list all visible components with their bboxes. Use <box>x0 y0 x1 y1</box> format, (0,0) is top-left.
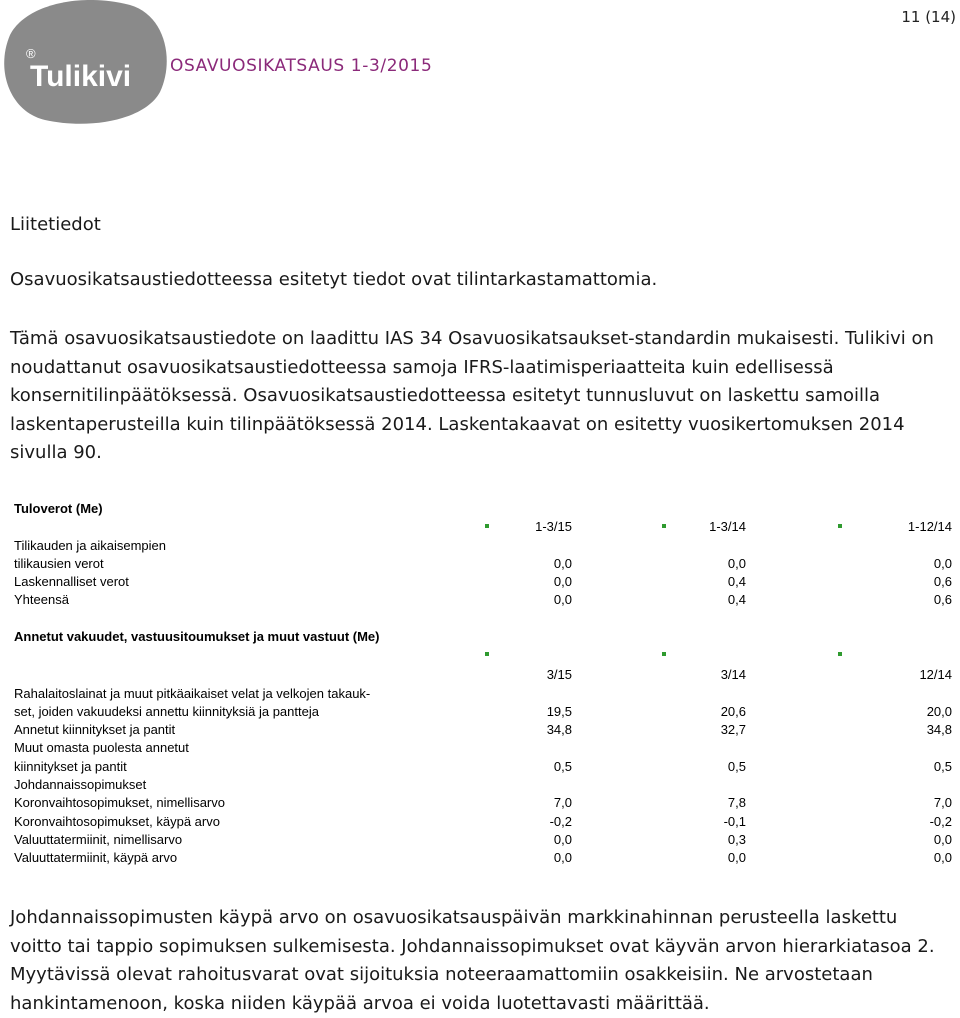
cell-value: 19,5 <box>546 703 572 719</box>
cell-value: 7,8 <box>727 795 746 811</box>
table-row <box>14 721 954 739</box>
row-label: Tilikauden ja aikaisempien <box>14 537 166 553</box>
cell-value: 0,4 <box>727 592 746 608</box>
report-title: OSAVUOSIKATSAUS 1-3/2015 <box>170 56 433 76</box>
table-row <box>14 739 954 757</box>
tulikivi-logo <box>0 0 170 126</box>
cell-value: 0,0 <box>553 592 572 608</box>
cell-value: 0,6 <box>933 592 952 608</box>
column-header: 3/14 <box>720 667 746 683</box>
row-label: set, joiden vakuudeksi annettu kiinnityksiä ja pantteja <box>14 703 319 719</box>
cell-value: 20,6 <box>720 703 746 719</box>
table-row <box>14 537 954 555</box>
paragraph-ias34: Tämä osavuosikatsaustiedote on laadittu IAS 34 Osavuosikatsaukset-standardin mukaisesti. Tulikivi on noudattanut osavuosikatsaustiedotteessa samoja IFRS-laatimisperiaatteita kuin edellisessä konsernitilinpäätöksessä. Osavuosikatsaustiedotteessa esitetyt tunnusluvut on laskettu samoilla laskentaperusteilla kuin tilinpäätöksessä 2014. Laskentakaavat on esitetty vuosikertomuksen 2014 sivulla 90. <box>10 328 934 464</box>
page-number: 11 (14) <box>901 8 956 26</box>
cell-value: 0,4 <box>727 574 746 590</box>
guarantees-table-title-row <box>14 628 954 646</box>
row-label: Rahalaitoslainat ja muut pitkäaikaiset velat ja velkojen takauk- <box>14 685 371 701</box>
cell-value: 0,0 <box>553 574 572 590</box>
table-row <box>14 555 954 573</box>
row-label: Yhteensä <box>14 592 69 608</box>
table-row <box>14 591 954 609</box>
paragraph-derivatives: Johdannaissopimusten käypä arvo on osavuosikatsauspäivän markkinahinnan perusteella laskettu voitto tai tappio sopimuksen sulkemisesta. Johdannaissopimukset ovat käyvän arvon hierarkiatasoa 2. Myytävissä olevat rahoitusvarat ovat sijoituksia noteeraamattomiin osakkeisiin. Ne arvostetaan hankintamenoon, koska niiden käypää arvoa ei voida luotettavasti määrittää. <box>10 907 935 1014</box>
cell-value: 32,7 <box>720 722 746 738</box>
row-label: Koronvaihtosopimukset, käypä arvo <box>14 813 220 829</box>
logo-wordmark: Tulikivi <box>30 60 132 93</box>
cell-value: -0,2 <box>549 813 572 829</box>
column-marker-icon <box>485 652 489 656</box>
table-row <box>14 849 954 867</box>
column-header: 1-3/14 <box>709 519 746 535</box>
cell-value: 0,0 <box>933 850 952 866</box>
table-row <box>14 794 954 812</box>
column-marker-icon <box>838 652 842 656</box>
table-row <box>14 758 954 776</box>
cell-value: 0,0 <box>553 831 572 847</box>
tax-table-title: Tuloverot (Me) <box>14 501 103 516</box>
cell-value: 0,6 <box>933 574 952 590</box>
cell-value: 7,0 <box>553 795 572 811</box>
cell-value: 0,0 <box>553 850 572 866</box>
tax-table <box>14 500 954 610</box>
cell-value: 0,0 <box>727 850 746 866</box>
row-label: Valuuttatermiinit, käypä arvo <box>14 850 178 866</box>
row-label: Koronvaihtosopimukset, nimellisarvo <box>14 795 225 811</box>
cell-value: 0,0 <box>727 555 746 571</box>
cell-value: -0,2 <box>929 813 952 829</box>
paragraph-unaudited: Osavuosikatsaustiedotteessa esitetyt tiedot ovat tilintarkastamattomia. <box>10 269 658 290</box>
guarantees-table-header-row <box>14 666 954 684</box>
table-row <box>14 776 954 794</box>
guarantees-table-title: Annetut vakuudet, vastuusitoumukset ja muut vastuut (Me) <box>14 629 380 644</box>
logo-registered-mark: ® <box>26 46 36 61</box>
cell-value: 0,5 <box>727 758 746 774</box>
cell-value: 20,0 <box>926 703 952 719</box>
row-label: Valuuttatermiinit, nimellisarvo <box>14 831 183 847</box>
row-label: kiinnitykset ja pantit <box>14 758 127 774</box>
guarantees-table-header-row <box>14 646 954 666</box>
cell-value: 0,0 <box>933 831 952 847</box>
cell-value: 34,8 <box>546 722 572 738</box>
column-marker-icon <box>485 524 489 528</box>
column-marker-icon <box>662 652 666 656</box>
cell-value: 34,8 <box>926 722 952 738</box>
row-label: Laskennalliset verot <box>14 574 129 590</box>
row-label: Annetut kiinnitykset ja pantit <box>14 722 176 738</box>
row-label: Johdannaissopimukset <box>14 777 147 793</box>
tax-table-header-row <box>14 518 954 536</box>
cell-value: 7,0 <box>933 795 952 811</box>
row-label: Muut omasta puolesta annetut <box>14 740 189 756</box>
cell-value: 0,5 <box>553 758 572 774</box>
table-row <box>14 703 954 721</box>
cell-value: 0,5 <box>933 758 952 774</box>
row-label: tilikausien verot <box>14 555 104 571</box>
section-title: Liitetiedot <box>10 214 101 235</box>
column-header: 1-12/14 <box>907 519 952 535</box>
table-row <box>14 813 954 831</box>
cell-value: 0,0 <box>553 555 572 571</box>
table-row <box>14 685 954 703</box>
column-header: 3/15 <box>546 667 572 683</box>
cell-value: 0,0 <box>933 555 952 571</box>
guarantees-table <box>14 628 954 868</box>
table-row <box>14 573 954 591</box>
column-marker-icon <box>838 524 842 528</box>
column-header: 12/14 <box>919 667 952 683</box>
cell-value: 0,3 <box>727 831 746 847</box>
table-row <box>14 831 954 849</box>
column-header: 1-3/15 <box>535 519 572 535</box>
tax-table-title-row <box>14 500 954 518</box>
cell-value: -0,1 <box>723 813 746 829</box>
